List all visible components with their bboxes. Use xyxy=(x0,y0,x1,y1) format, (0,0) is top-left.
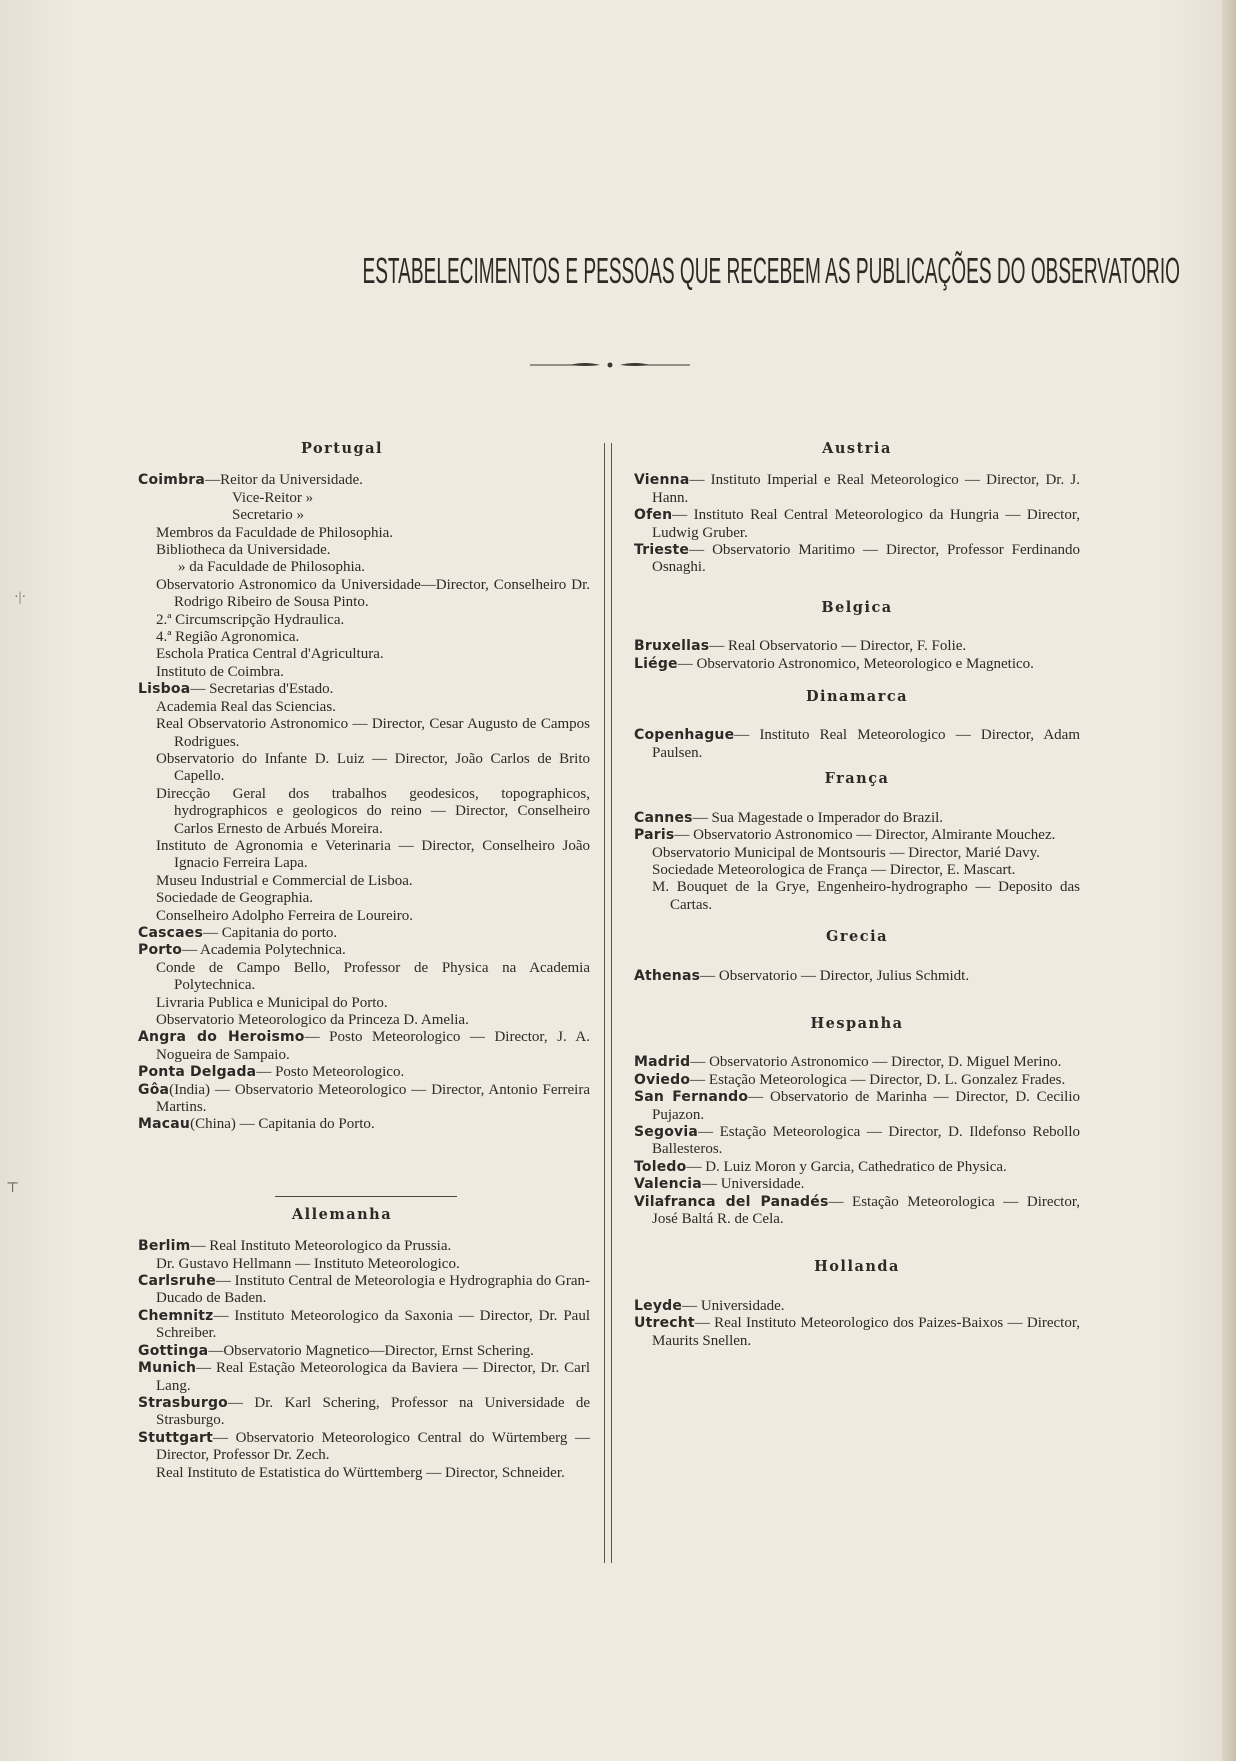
section-heading-allemanha: Allemanha xyxy=(291,1205,393,1223)
entry-line xyxy=(138,507,590,524)
entry-line xyxy=(138,1465,590,1482)
entry-line xyxy=(138,1273,590,1308)
entry-text: — Observatorio Maritimo — Director, Professor Ferdinando Osnaghi. xyxy=(652,542,1080,576)
ornament-divider xyxy=(530,357,690,373)
entry-text: Observatorio Astronomico da Universidade—Director, Conselheiro Dr. Rodrigo Ribeiro de Sousa Pinto. xyxy=(156,576,590,611)
entry-text: (India) — Observatorio Meteorologico — Director, Antonio Ferreira Martins. xyxy=(156,1081,590,1116)
place-name: Gôa xyxy=(138,1081,170,1098)
entry-text: — Universidade. xyxy=(682,1297,785,1314)
entry-text: Direcção Geral dos trabalhos geodesicos, topographicos, hydrographicos e geologicos do reino — Director, Conselheiro Carlos Ernesto de Arbués Moreira. xyxy=(156,785,590,837)
entry-line xyxy=(138,1012,590,1029)
entry-text: — Instituto Imperial e Real Meteorologico — Director, Dr. J. Hann. xyxy=(652,472,1080,506)
entry-text: Dr. Gustavo Hellmann — Instituto Meteorologico. xyxy=(156,1255,460,1272)
place-name: Segovia xyxy=(634,1123,698,1140)
entry-text: Conde de Campo Bello, Professor de Physica na Academia Polytechnica. xyxy=(156,959,590,994)
entry-text: — Universidade. xyxy=(701,1176,805,1193)
entry-text: — Instituto Real Central Meteorologico da Hungria — Director, Ludwig Gruber. xyxy=(652,507,1080,541)
entry-line xyxy=(634,1072,1080,1089)
entry-text: — Observatorio — Director, Julius Schmidt. xyxy=(700,967,970,984)
entry-text: —Observatorio Magnetico—Director, Ernst Schering. xyxy=(208,1342,534,1359)
entry-line xyxy=(634,507,1080,542)
entry-text: — Dr. Karl Schering, Professor na Universidade de Strasburgo. xyxy=(156,1394,590,1429)
place-name: Cascaes xyxy=(138,924,204,941)
entry-line xyxy=(634,1315,1080,1350)
entry-text: Sociedade de Geographia. xyxy=(156,890,314,907)
entry-text: Bibliotheca da Universidade. xyxy=(156,542,331,559)
entry-text: Conselheiro Adolpho Ferreira de Loureiro. xyxy=(156,907,414,924)
entry-text: 4.ª Região Agronomica. xyxy=(156,629,300,646)
entry-text: 2.ª Circumscripção Hydraulica. xyxy=(156,611,345,628)
place-name: Angra do Heroismo xyxy=(138,1029,305,1046)
entry-line xyxy=(138,1308,590,1343)
entry-text: — Sua Magestade o Imperador do Brazil. xyxy=(692,809,944,826)
allemanha-list xyxy=(138,1238,590,1482)
entry-line xyxy=(634,727,1080,762)
place-name: Munich xyxy=(138,1360,197,1377)
entry-line xyxy=(138,1256,590,1273)
entry-line xyxy=(634,1298,1080,1315)
entry-line xyxy=(138,1082,590,1117)
entry-line xyxy=(138,1430,590,1465)
place-name: Paris xyxy=(634,827,675,844)
section-heading-hollanda: Hollanda xyxy=(814,1258,900,1276)
place-name: Cannes xyxy=(634,809,693,826)
entry-line xyxy=(138,681,590,698)
entry-line xyxy=(634,1089,1080,1124)
entry-line xyxy=(138,629,590,646)
entry-text: — Estação Meteorologica — Director, José Baltá R. de Cela. xyxy=(652,1193,1080,1227)
entry-line xyxy=(138,612,590,629)
place-name: Stuttgart xyxy=(138,1429,213,1446)
place-name: San Fernando xyxy=(634,1089,749,1106)
entry-text: Academia Real das Sciencias. xyxy=(156,698,336,715)
place-name: Strasburgo xyxy=(138,1394,228,1411)
entry-line xyxy=(138,838,590,873)
place-name: Gottinga xyxy=(138,1342,209,1359)
entry-text: Livraria Publica e Municipal do Porto. xyxy=(156,994,388,1011)
place-name: Berlim xyxy=(138,1238,191,1255)
entry-line xyxy=(634,879,1080,914)
page-title: ESTABELECIMENTOS E PESSOAS QUE RECEBEM AS PUBLICAÇÕES DO OBSERVATORIO xyxy=(362,250,1180,291)
entry-line xyxy=(138,925,590,942)
entry-line xyxy=(634,810,1080,827)
place-name: Macau xyxy=(138,1116,191,1133)
entry-line xyxy=(138,873,590,890)
section-heading-grecia: Grecia xyxy=(826,928,888,946)
entry-text: Eschola Pratica Central d'Agricultura. xyxy=(156,646,384,663)
entry-text: — Academia Polytechnica. xyxy=(182,942,346,959)
entry-line xyxy=(138,716,590,751)
entry-text: Observatorio do Infante D. Luiz — Director, João Carlos de Brito Capello. xyxy=(156,750,590,785)
entry-text: — Capitania do porto. xyxy=(203,924,338,941)
entry-line xyxy=(634,845,1080,862)
entry-text: — D. Luiz Moron y Garcia, Cathedratico de Physica. xyxy=(686,1158,1007,1175)
left-column xyxy=(138,440,590,1482)
place-name: Madrid xyxy=(634,1054,691,1071)
entry-line xyxy=(138,942,590,959)
entry-text: Membros da Faculdade de Philosophia. xyxy=(156,524,394,541)
entry-line xyxy=(138,786,590,838)
entry-text: — Observatorio Astronomico — Director, Almirante Mouchez. xyxy=(674,827,1056,844)
margin-mark: ⊤ xyxy=(6,1181,20,1196)
entry-text: (China) — Capitania do Porto. xyxy=(190,1116,375,1133)
margin-mark: ·|· xyxy=(14,590,27,605)
entry-line xyxy=(138,472,590,489)
entry-line xyxy=(634,1159,1080,1176)
entry-text: Secretario » xyxy=(232,507,305,524)
entry-text: Vice-Reitor » xyxy=(232,489,314,506)
right-column xyxy=(634,440,1080,1350)
place-name: Liége xyxy=(634,655,678,672)
place-name: Bruxellas xyxy=(634,638,710,655)
dinamarca-list xyxy=(634,727,1080,762)
entry-text: — Observatorio de Marinha — Director, D. Cecilio Pujazon. xyxy=(652,1089,1080,1123)
entry-line xyxy=(138,995,590,1012)
entry-text: — Estação Meteorologica — Director, D. Ildefonso Rebollo Ballesteros. xyxy=(652,1123,1080,1158)
entry-text: — Instituto Real Meteorologico — Director, Adam Paulsen. xyxy=(652,727,1080,761)
entry-text: Instituto de Coimbra. xyxy=(156,663,284,680)
place-name: Utrecht xyxy=(634,1315,695,1332)
entry-text: — Instituto Meteorologico da Saxonia — Director, Dr. Paul Schreiber. xyxy=(156,1307,590,1342)
entry-text: — Estação Meteorologica — Director, D. L. Gonzalez Frades. xyxy=(690,1071,1066,1088)
entry-line xyxy=(138,490,590,507)
place-name: Coimbra xyxy=(138,472,206,489)
entry-line xyxy=(634,1194,1080,1229)
entry-line xyxy=(138,1064,590,1081)
entry-line xyxy=(634,968,1080,985)
place-name: Trieste xyxy=(634,542,690,559)
entry-text: Museu Industrial e Commercial de Lisboa. xyxy=(156,872,413,889)
section-heading-portugal: Portugal xyxy=(300,440,384,457)
entry-line xyxy=(138,577,590,612)
section-heading-belgica: Belgica xyxy=(821,598,893,616)
entry-text: — Observatorio Astronomico, Meteorologico e Magnetico. xyxy=(677,655,1034,672)
entry-text: Observatorio Meteorologico da Princeza D. Amelia. xyxy=(156,1012,469,1028)
entry-text: — Instituto Central de Meteorologia e Hydrographia do Gran-Ducado de Baden. xyxy=(156,1273,590,1307)
entry-line xyxy=(138,1395,590,1430)
place-name: Valencia xyxy=(634,1176,702,1193)
entry-text: M. Bouquet de la Grye, Engenheiro-hydrographo — Deposito das Cartas. xyxy=(652,879,1080,913)
belgica-list xyxy=(634,638,1080,673)
place-name: Vilafranca del Panadés xyxy=(634,1193,829,1210)
entry-line xyxy=(634,542,1080,577)
entry-text: Real Instituto de Estatistica do Württemberg — Director, Schneider. xyxy=(156,1464,565,1481)
grecia-list xyxy=(634,968,1080,985)
entry-text: — Observatorio Meteorologico Central do Würtemberg — Director, Professor Dr. Zech. xyxy=(156,1429,590,1464)
entry-line xyxy=(138,751,590,786)
entry-line xyxy=(138,1360,590,1395)
place-name: Copenhague xyxy=(634,727,735,744)
title-wrap xyxy=(0,250,1236,292)
entry-line xyxy=(138,1029,590,1064)
place-name: Lisboa xyxy=(138,681,191,698)
entry-line xyxy=(138,1343,590,1360)
entry-line xyxy=(634,1054,1080,1071)
entry-line xyxy=(634,827,1080,844)
entry-line xyxy=(634,638,1080,655)
section-heading-austria: Austria xyxy=(822,440,892,457)
entry-text: Real Observatorio Astronomico — Director, Cesar Augusto de Campos Rodrigues. xyxy=(156,716,590,750)
entry-text: — Real Estação Meteorologica da Baviera — Director, Dr. Carl Lang. xyxy=(156,1360,590,1394)
entry-line xyxy=(634,1124,1080,1159)
entry-text: — Posto Meteorologico. xyxy=(256,1064,405,1081)
place-name: Athenas xyxy=(634,967,701,984)
entry-text: — Real Observatorio — Director, F. Folie. xyxy=(709,638,967,655)
entry-text: —Reitor da Universidade. xyxy=(205,472,363,489)
entry-text: — Observatorio Astronomico — Director, D. Miguel Merino. xyxy=(690,1054,1062,1071)
column-divider xyxy=(604,443,612,1563)
place-name: Toledo xyxy=(634,1158,687,1175)
entry-text: — Posto Meteorologico — Director, J. A. Nogueira de Sampaio. xyxy=(156,1029,590,1063)
place-name: Porto xyxy=(138,942,183,959)
franca-list xyxy=(634,810,1080,914)
place-name: Ofen xyxy=(634,507,673,524)
entry-text: » da Faculdade de Philosophia. xyxy=(178,559,366,576)
hollanda-list xyxy=(634,1298,1080,1350)
place-name: Chemnitz xyxy=(138,1307,214,1324)
entry-line xyxy=(138,1238,590,1255)
entry-text: Observatorio Municipal de Montsouris — Director, Marié Davy. xyxy=(652,844,1040,861)
entry-line xyxy=(138,542,590,559)
place-name: Oviedo xyxy=(634,1071,691,1088)
place-name: Vienna xyxy=(634,472,690,489)
place-name: Carlsruhe xyxy=(138,1273,216,1290)
place-name: Ponta Delgada xyxy=(138,1064,257,1081)
section-heading-franca: França xyxy=(824,770,890,788)
entry-line xyxy=(138,559,590,576)
entry-line xyxy=(138,908,590,925)
entry-line xyxy=(138,664,590,681)
entry-text: — Secretarias d'Estado. xyxy=(190,681,334,698)
austria-list xyxy=(634,472,1080,576)
entry-text: — Real Instituto Meteorologico dos Paizes-Baixos — Director, Maurits Snellen. xyxy=(652,1315,1080,1349)
entry-line xyxy=(138,960,590,995)
entry-line xyxy=(634,1176,1080,1193)
entry-line xyxy=(138,890,590,907)
entry-text: Sociedade Meteorologica de França — Director, E. Mascart. xyxy=(652,861,1016,878)
entry-line xyxy=(138,1116,590,1133)
section-heading-dinamarca: Dinamarca xyxy=(805,688,909,706)
entry-line xyxy=(634,862,1080,879)
entry-line xyxy=(138,525,590,542)
entry-text: Instituto de Agronomia e Veterinaria — Director, Conselheiro João Ignacio Ferreira Lapa. xyxy=(156,837,590,872)
entry-line xyxy=(138,646,590,663)
entry-line xyxy=(634,472,1080,507)
hespanha-list xyxy=(634,1054,1080,1228)
place-name: Leyde xyxy=(634,1297,683,1314)
section-heading-hespanha: Hespanha xyxy=(810,1014,904,1032)
entry-line xyxy=(634,656,1080,673)
portugal-list xyxy=(138,472,590,1133)
entry-text: — Real Instituto Meteorologico da Prussia. xyxy=(190,1238,452,1255)
entry-line xyxy=(138,699,590,716)
